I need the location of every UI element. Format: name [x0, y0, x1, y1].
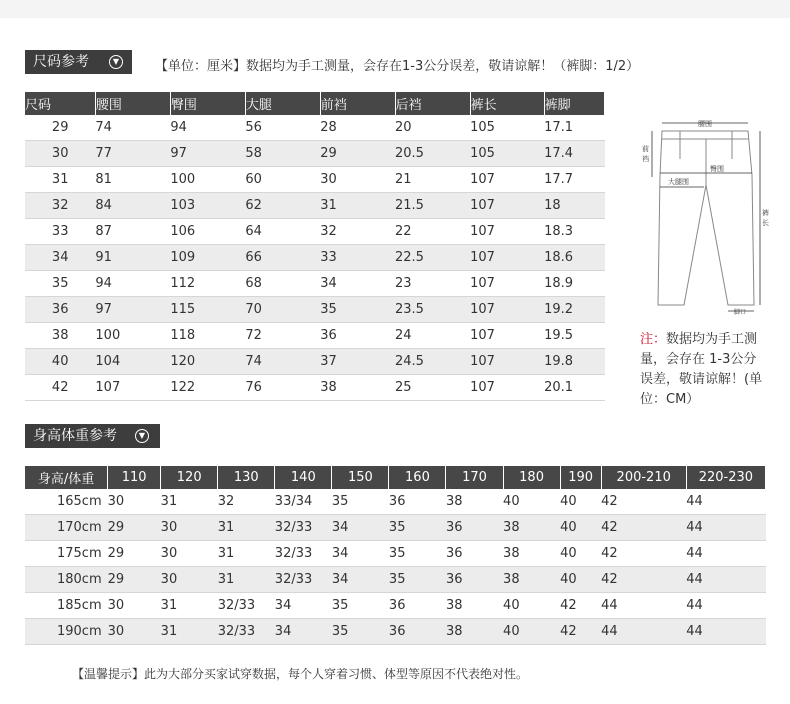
hw-header-cell: 110: [108, 466, 161, 489]
size-header-cell: 裤长: [470, 92, 544, 115]
table-cell: 19.2: [544, 297, 604, 323]
table-cell: 105: [470, 115, 544, 141]
table-cell: 36: [389, 489, 446, 515]
table-cell: 36: [320, 323, 395, 349]
table-cell: 107: [470, 297, 544, 323]
table-cell: 42: [560, 619, 601, 645]
pants-diagram: [640, 115, 770, 315]
table-cell: 100: [170, 167, 245, 193]
table-cell: 30: [320, 167, 395, 193]
table-cell: 44: [601, 593, 686, 619]
table-cell: 100: [95, 323, 170, 349]
table-cell: 107: [470, 375, 544, 401]
table-cell: 30: [161, 515, 218, 541]
size-header-cell: 前裆: [320, 92, 395, 115]
table-cell: 165cm: [25, 489, 108, 515]
table-cell: 72: [245, 323, 320, 349]
table-cell: 77: [95, 141, 170, 167]
table-cell: 44: [686, 567, 765, 593]
table-cell: 190cm: [25, 619, 108, 645]
table-cell: 29: [108, 567, 161, 593]
table-cell: 122: [170, 375, 245, 401]
table-cell: 107: [470, 245, 544, 271]
size-header-cell: 尺码: [25, 92, 95, 115]
table-cell: 30: [108, 489, 161, 515]
table-cell: 36: [446, 515, 503, 541]
hw-header-cell: 130: [218, 466, 275, 489]
table-cell: 56: [245, 115, 320, 141]
top-band: [0, 0, 790, 18]
table-cell: 40: [560, 489, 601, 515]
thigh-label: 大腿围: [668, 178, 689, 186]
table-cell: 25: [395, 375, 470, 401]
table-cell: 32/33: [218, 593, 275, 619]
table-cell: 36: [389, 593, 446, 619]
table-cell: 31: [218, 515, 275, 541]
table-cell: 24: [395, 323, 470, 349]
table-cell: 84: [95, 193, 170, 219]
table-cell: 35: [332, 619, 389, 645]
table-cell: 107: [470, 219, 544, 245]
table-cell: 34: [25, 245, 95, 271]
table-cell: 70: [245, 297, 320, 323]
table-cell: 28: [320, 115, 395, 141]
size-header-cell: 腰围: [95, 92, 170, 115]
chevron-down-icon: ▼: [135, 429, 149, 443]
table-cell: 35: [332, 489, 389, 515]
hw-header-cell: 150: [332, 466, 389, 489]
hw-header-cell: 200-210: [601, 466, 686, 489]
table-cell: 33: [25, 219, 95, 245]
table-cell: 34: [332, 567, 389, 593]
table-row: [25, 489, 766, 515]
table-cell: 170cm: [25, 515, 108, 541]
table-cell: 32/33: [275, 515, 332, 541]
table-cell: 97: [170, 141, 245, 167]
size-header-cell: 大腿: [245, 92, 320, 115]
size-header-cell: 后裆: [395, 92, 470, 115]
hw-header-cell: 170: [446, 466, 503, 489]
table-cell: 21.5: [395, 193, 470, 219]
table-cell: 31: [25, 167, 95, 193]
table-cell: 58: [245, 141, 320, 167]
table-cell: 42: [601, 541, 686, 567]
table-cell: 29: [108, 541, 161, 567]
table-cell: 34: [332, 541, 389, 567]
table-cell: 17.1: [544, 115, 604, 141]
table-cell: 107: [95, 375, 170, 401]
table-cell: 94: [95, 271, 170, 297]
table-cell: 62: [245, 193, 320, 219]
table-cell: 17.4: [544, 141, 604, 167]
table-cell: 20: [395, 115, 470, 141]
table-cell: 107: [470, 323, 544, 349]
table-cell: 31: [161, 489, 218, 515]
table-row: [25, 245, 605, 271]
side-note-prefix: 注：: [640, 332, 667, 347]
table-cell: 42: [560, 593, 601, 619]
table-cell: 24.5: [395, 349, 470, 375]
table-cell: 29: [320, 141, 395, 167]
table-cell: 105: [470, 141, 544, 167]
table-cell: 38: [446, 593, 503, 619]
table-cell: 32: [320, 219, 395, 245]
table-row: [25, 593, 766, 619]
table-cell: 35: [389, 515, 446, 541]
table-cell: 19.8: [544, 349, 604, 375]
table-row: [25, 349, 605, 375]
table-cell: 19.5: [544, 323, 604, 349]
table-row: [25, 515, 766, 541]
rise-label-1: 前: [642, 145, 649, 153]
hip-label: 臀围: [710, 165, 724, 173]
table-cell: 40: [560, 541, 601, 567]
table-cell: 107: [470, 271, 544, 297]
table-cell: 42: [601, 489, 686, 515]
table-cell: 115: [170, 297, 245, 323]
table-cell: 20.5: [395, 141, 470, 167]
table-cell: 30: [161, 567, 218, 593]
table-cell: 40: [503, 593, 560, 619]
table-cell: 94: [170, 115, 245, 141]
table-cell: 22.5: [395, 245, 470, 271]
table-cell: 103: [170, 193, 245, 219]
size-table: [25, 92, 605, 401]
table-row: [25, 193, 605, 219]
table-cell: 36: [389, 619, 446, 645]
table-cell: 30: [25, 141, 95, 167]
table-cell: 44: [686, 515, 765, 541]
table-cell: 180cm: [25, 567, 108, 593]
hw-header-cell: 120: [161, 466, 218, 489]
table-cell: 64: [245, 219, 320, 245]
table-cell: 107: [470, 193, 544, 219]
table-cell: 37: [320, 349, 395, 375]
table-cell: 185cm: [25, 593, 108, 619]
table-cell: 112: [170, 271, 245, 297]
table-cell: 91: [95, 245, 170, 271]
table-cell: 36: [446, 567, 503, 593]
table-row: [25, 167, 605, 193]
table-cell: 32: [218, 489, 275, 515]
table-cell: 32/33: [275, 567, 332, 593]
size-header-cell: 臀围: [170, 92, 245, 115]
table-cell: 35: [25, 271, 95, 297]
table-cell: 44: [601, 619, 686, 645]
table-row: [25, 219, 605, 245]
table-cell: 23: [395, 271, 470, 297]
waist-label: 腰围: [698, 120, 712, 128]
table-cell: 38: [446, 489, 503, 515]
table-cell: 29: [25, 115, 95, 141]
table-cell: 87: [95, 219, 170, 245]
hw-header-cell: 190: [560, 466, 601, 489]
height-weight-table: [25, 466, 766, 645]
table-cell: 35: [332, 593, 389, 619]
table-cell: 44: [686, 489, 765, 515]
table-row: [25, 323, 605, 349]
hw-header-cell: 220-230: [686, 466, 765, 489]
table-cell: 107: [470, 349, 544, 375]
rise-label-2: 裆: [642, 155, 649, 163]
table-cell: 18: [544, 193, 604, 219]
side-note: [640, 330, 768, 410]
table-cell: 44: [686, 541, 765, 567]
table-cell: 36: [446, 541, 503, 567]
table-cell: 66: [245, 245, 320, 271]
table-cell: 44: [686, 619, 765, 645]
table-cell: 74: [245, 349, 320, 375]
table-row: [25, 567, 766, 593]
size-section-header[interactable]: [25, 50, 132, 74]
table-cell: 38: [320, 375, 395, 401]
table-row: [25, 375, 605, 401]
table-cell: 32: [25, 193, 95, 219]
table-cell: 18.3: [544, 219, 604, 245]
table-cell: 104: [95, 349, 170, 375]
table-cell: 20.1: [544, 375, 604, 401]
table-cell: 40: [25, 349, 95, 375]
table-cell: 32/33: [218, 619, 275, 645]
table-cell: 29: [108, 515, 161, 541]
table-cell: 40: [503, 619, 560, 645]
table-cell: 81: [95, 167, 170, 193]
table-cell: 120: [170, 349, 245, 375]
table-cell: 38: [503, 567, 560, 593]
table-cell: 21: [395, 167, 470, 193]
table-cell: 18.6: [544, 245, 604, 271]
hw-section-title: 身高体重参考: [33, 428, 117, 444]
table-cell: 107: [470, 167, 544, 193]
size-note: 【单位：厘米】数据均为手工测量，会存在1-3公分误差，敬请谅解！（裤脚：1/2）: [155, 59, 640, 74]
table-cell: 33/34: [275, 489, 332, 515]
table-cell: 30: [161, 541, 218, 567]
table-cell: 40: [560, 515, 601, 541]
table-cell: 23.5: [395, 297, 470, 323]
table-cell: 17.7: [544, 167, 604, 193]
table-cell: 106: [170, 219, 245, 245]
table-cell: 44: [686, 593, 765, 619]
table-cell: 34: [320, 271, 395, 297]
hw-header-cell: 160: [389, 466, 446, 489]
table-row: [25, 115, 605, 141]
side-note-text: 数据均为手工测量，会存在 1-3公分误差，敬请谅解！(单位：CM）: [640, 332, 763, 407]
table-cell: 36: [25, 297, 95, 323]
table-cell: 35: [320, 297, 395, 323]
table-row: [25, 141, 605, 167]
table-cell: 60: [245, 167, 320, 193]
table-cell: 118: [170, 323, 245, 349]
table-cell: 34: [275, 619, 332, 645]
table-cell: 74: [95, 115, 170, 141]
length-label-1: 裤: [762, 209, 769, 217]
table-cell: 31: [161, 619, 218, 645]
table-cell: 40: [560, 567, 601, 593]
table-cell: 42: [601, 567, 686, 593]
table-cell: 35: [389, 567, 446, 593]
size-header-cell: 裤脚: [544, 92, 604, 115]
table-cell: 38: [25, 323, 95, 349]
table-row: [25, 619, 766, 645]
table-cell: 38: [446, 619, 503, 645]
table-cell: 109: [170, 245, 245, 271]
table-cell: 34: [275, 593, 332, 619]
table-row: [25, 271, 605, 297]
hw-section-header[interactable]: [25, 424, 160, 448]
table-cell: 40: [503, 489, 560, 515]
length-label-2: 长: [762, 219, 769, 227]
table-cell: 97: [95, 297, 170, 323]
size-section-title: 尺码参考: [33, 54, 89, 70]
table-cell: 30: [108, 593, 161, 619]
table-cell: 31: [218, 541, 275, 567]
table-cell: 76: [245, 375, 320, 401]
table-cell: 175cm: [25, 541, 108, 567]
table-cell: 68: [245, 271, 320, 297]
table-cell: 42: [601, 515, 686, 541]
table-cell: 18.9: [544, 271, 604, 297]
table-cell: 38: [503, 515, 560, 541]
table-cell: 32/33: [275, 541, 332, 567]
table-cell: 33: [320, 245, 395, 271]
table-row: [25, 541, 766, 567]
table-cell: 30: [108, 619, 161, 645]
table-cell: 31: [320, 193, 395, 219]
warm-tip: 【温馨提示】此为大部分买家试穿数据，每个人穿着习惯、体型等原因不代表绝对性。: [72, 667, 529, 681]
hw-header-cell: 180: [503, 466, 560, 489]
chevron-down-icon: ▼: [109, 55, 123, 69]
table-cell: 35: [389, 541, 446, 567]
table-cell: 22: [395, 219, 470, 245]
hw-header-cell: 140: [275, 466, 332, 489]
table-cell: 42: [25, 375, 95, 401]
hw-header-cell: 身高/体重: [25, 466, 108, 489]
table-cell: 31: [161, 593, 218, 619]
hem-label: 脚口: [734, 309, 747, 315]
table-row: [25, 297, 605, 323]
table-cell: 34: [332, 515, 389, 541]
table-cell: 31: [218, 567, 275, 593]
table-cell: 38: [503, 541, 560, 567]
